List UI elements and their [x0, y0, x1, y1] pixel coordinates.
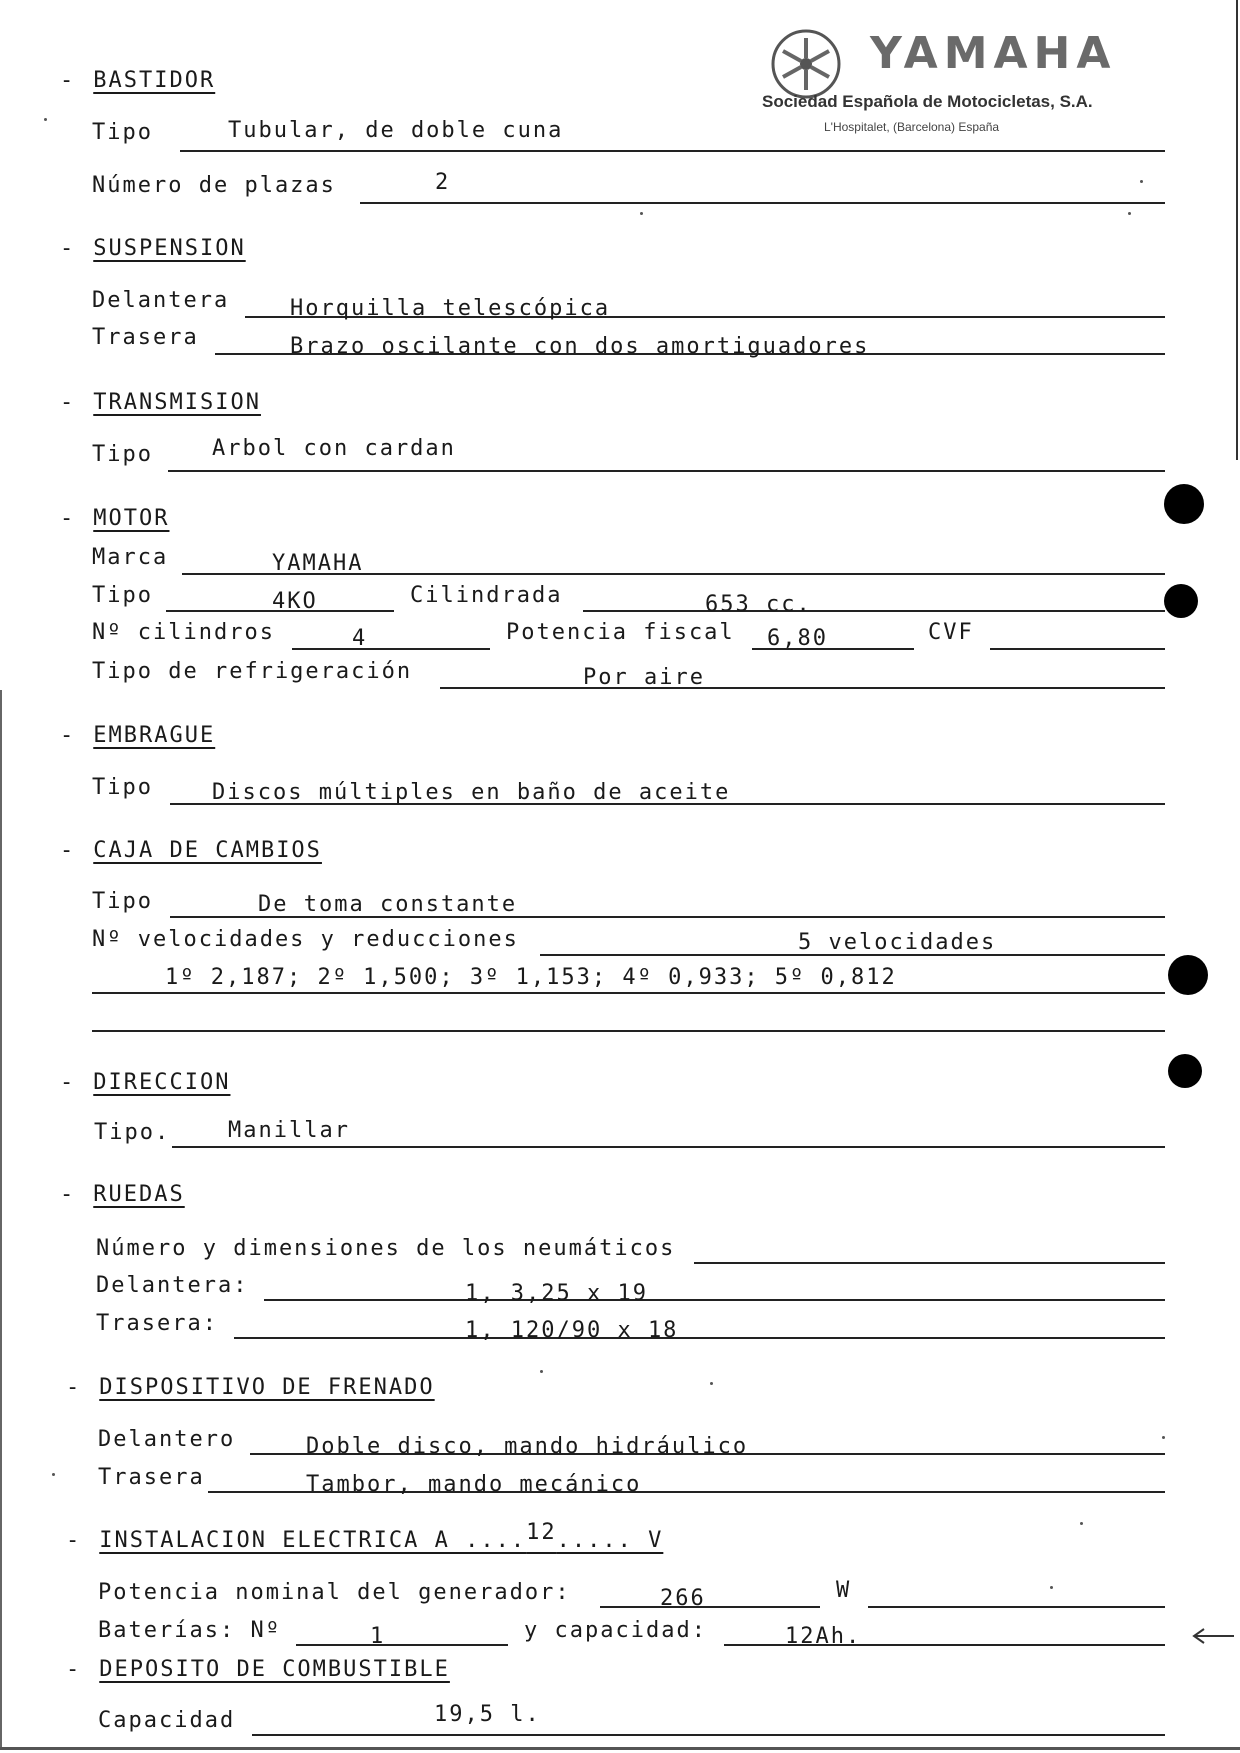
field-label: Número de plazas: [92, 173, 336, 198]
field-line: [180, 150, 1165, 152]
section-title-suffix: ..... V: [556, 1528, 664, 1553]
scan-speck: [1128, 212, 1131, 215]
field-line: [440, 687, 1165, 689]
page-edge-bottom: [0, 1747, 1240, 1750]
field-label: Número y dimensiones de los neumáticos: [96, 1236, 676, 1261]
section-title-prefix: INSTALACION ELECTRICA A ....: [99, 1528, 527, 1553]
section-title: [99, 1520, 663, 1553]
binder-hole: [1164, 484, 1204, 524]
field-line: [168, 470, 1165, 472]
field-label: Marca: [92, 545, 169, 570]
section-embrague: [60, 723, 215, 748]
field-value: 4KO: [272, 589, 318, 614]
field-label: y capacidad:: [524, 1618, 707, 1643]
page-edge-right: [1236, 0, 1238, 460]
field-value: Discos múltiples en baño de aceite: [212, 780, 731, 805]
scan-speck: [540, 1370, 543, 1373]
field-label: Tipo: [92, 889, 153, 914]
section-dash: -: [60, 838, 76, 863]
field-value: Tubular, de doble cuna: [228, 118, 564, 143]
field-label: Potencia nominal del generador:: [98, 1580, 571, 1605]
section-direccion: [60, 1070, 230, 1095]
section-dash: -: [66, 1657, 82, 1682]
scan-speck: [1050, 1586, 1053, 1589]
field-label: Trasera: [98, 1465, 205, 1490]
field-label: Tipo: [92, 583, 153, 608]
section-title: DISPOSITIVO DE FRENADO: [99, 1375, 435, 1400]
field-label: Tipo de refrigeración: [92, 659, 413, 684]
field-value: Por aire: [583, 665, 705, 690]
field-label: W: [836, 1578, 852, 1603]
binder-hole: [1164, 584, 1198, 618]
scan-speck: [1080, 1522, 1083, 1525]
field-label: Trasera: [92, 325, 199, 350]
field-line: [292, 648, 490, 650]
field-label: Tipo: [92, 442, 153, 467]
scan-speck: [1162, 1436, 1165, 1439]
field-value: 12Ah.: [785, 1624, 862, 1649]
scan-speck: [52, 1473, 55, 1476]
field-label: Baterías: Nº: [98, 1618, 281, 1643]
field-line: [92, 1030, 1165, 1032]
field-label: Delantera:: [96, 1273, 249, 1298]
field-label: Tipo.: [94, 1120, 171, 1145]
field-label: Delantero: [98, 1427, 236, 1452]
voltage-value: 12: [526, 1520, 557, 1545]
field-value: 266: [660, 1586, 706, 1611]
field-value: 1, 120/90 x 18: [465, 1318, 679, 1343]
field-line: [264, 1299, 1165, 1301]
field-line: [868, 1606, 1165, 1608]
section-title: TRANSMISION: [93, 390, 261, 415]
field-label: Tipo: [92, 775, 153, 800]
section-title: RUEDAS: [93, 1182, 185, 1207]
field-line: [583, 610, 1165, 612]
field-line: [600, 1606, 820, 1608]
section-dash: -: [66, 1375, 82, 1400]
section-suspension: [60, 236, 246, 261]
field-value: YAMAHA: [272, 551, 364, 576]
field-value: Brazo oscilante con dos amortiguadores: [290, 334, 870, 359]
field-line: [296, 1644, 508, 1646]
field-label: Nº velocidades y reducciones: [92, 927, 519, 952]
section-dash: -: [60, 1182, 76, 1207]
section-ruedas: [60, 1182, 185, 1207]
field-value: Tambor, mando mecánico: [306, 1472, 642, 1497]
scan-speck: [640, 212, 643, 215]
section-dash: -: [60, 390, 76, 415]
section-motor: [60, 506, 169, 531]
logo-brand-text: YAMAHA: [870, 28, 1117, 79]
binder-hole: [1168, 955, 1208, 995]
field-label: Cilindrada: [410, 583, 563, 608]
field-line: [990, 648, 1165, 650]
field-value: 19,5 l.: [434, 1702, 541, 1727]
field-value: 5 velocidades: [798, 930, 997, 955]
section-caja-cambios: [60, 838, 322, 863]
field-value: 1, 3,25 x 19: [465, 1281, 648, 1306]
section-deposito: [66, 1657, 450, 1682]
field-label: Delantera: [92, 288, 230, 313]
field-value: 2: [435, 170, 451, 195]
section-title: SUSPENSION: [93, 236, 246, 261]
section-dash: -: [60, 723, 76, 748]
section-title: BASTIDOR: [93, 68, 216, 93]
field-value: Horquilla telescópica: [290, 296, 611, 321]
section-dash: -: [60, 68, 76, 93]
section-dash: -: [60, 236, 76, 261]
field-line: [234, 1337, 1165, 1339]
field-value: 1: [370, 1624, 386, 1649]
yamaha-emblem-icon: [770, 28, 842, 100]
section-title: MOTOR: [93, 506, 170, 531]
section-dash: -: [60, 1070, 76, 1095]
field-line: [252, 1734, 1165, 1736]
page-edge-left: [0, 690, 2, 1750]
field-value: Manillar: [228, 1118, 350, 1143]
company-stamp: [760, 20, 1120, 150]
section-title: EMBRAGUE: [93, 723, 216, 748]
logo-company-name: Sociedad Española de Motocicletas, S.A.: [762, 92, 1093, 111]
section-dash: -: [66, 1528, 82, 1553]
field-value: 653 cc.: [705, 592, 812, 617]
section-title: CAJA DE CAMBIOS: [93, 838, 322, 863]
arrow-left-icon: [1190, 1626, 1236, 1646]
section-title: DIRECCION: [93, 1070, 231, 1095]
section-transmision: [60, 390, 261, 415]
section-instalacion-electrica: [66, 1520, 664, 1553]
scan-speck: [710, 1382, 713, 1385]
gear-ratios: 1º 2,187; 2º 1,500; 3º 1,153; 4º 0,933; 5º 0,812: [165, 965, 897, 990]
scan-speck: [44, 118, 47, 121]
section-frenado: [66, 1375, 435, 1400]
logo-address: L'Hospitalet, (Barcelona) España: [824, 120, 1000, 134]
field-label: Trasera:: [96, 1311, 218, 1336]
field-line: [92, 992, 1165, 994]
field-label: CVF: [928, 620, 974, 645]
field-label: Capacidad: [98, 1708, 236, 1733]
section-bastidor: [60, 68, 215, 93]
field-value: Arbol con cardan: [212, 436, 456, 461]
scan-speck: [1140, 180, 1143, 183]
field-label: Potencia fiscal: [506, 620, 735, 645]
section-title: DEPOSITO DE COMBUSTIBLE: [99, 1657, 450, 1682]
field-value: 4: [352, 626, 368, 651]
field-value: De toma constante: [258, 892, 518, 917]
field-line: [694, 1262, 1165, 1264]
binder-hole: [1168, 1054, 1202, 1088]
field-value: Doble disco, mando hidráulico: [306, 1434, 749, 1459]
field-label: Nº cilindros: [92, 620, 275, 645]
field-label: Tipo: [92, 120, 153, 145]
field-line: [360, 202, 1165, 204]
section-dash: -: [60, 506, 76, 531]
field-line: [172, 1146, 1165, 1148]
field-value: 6,80: [767, 626, 828, 651]
